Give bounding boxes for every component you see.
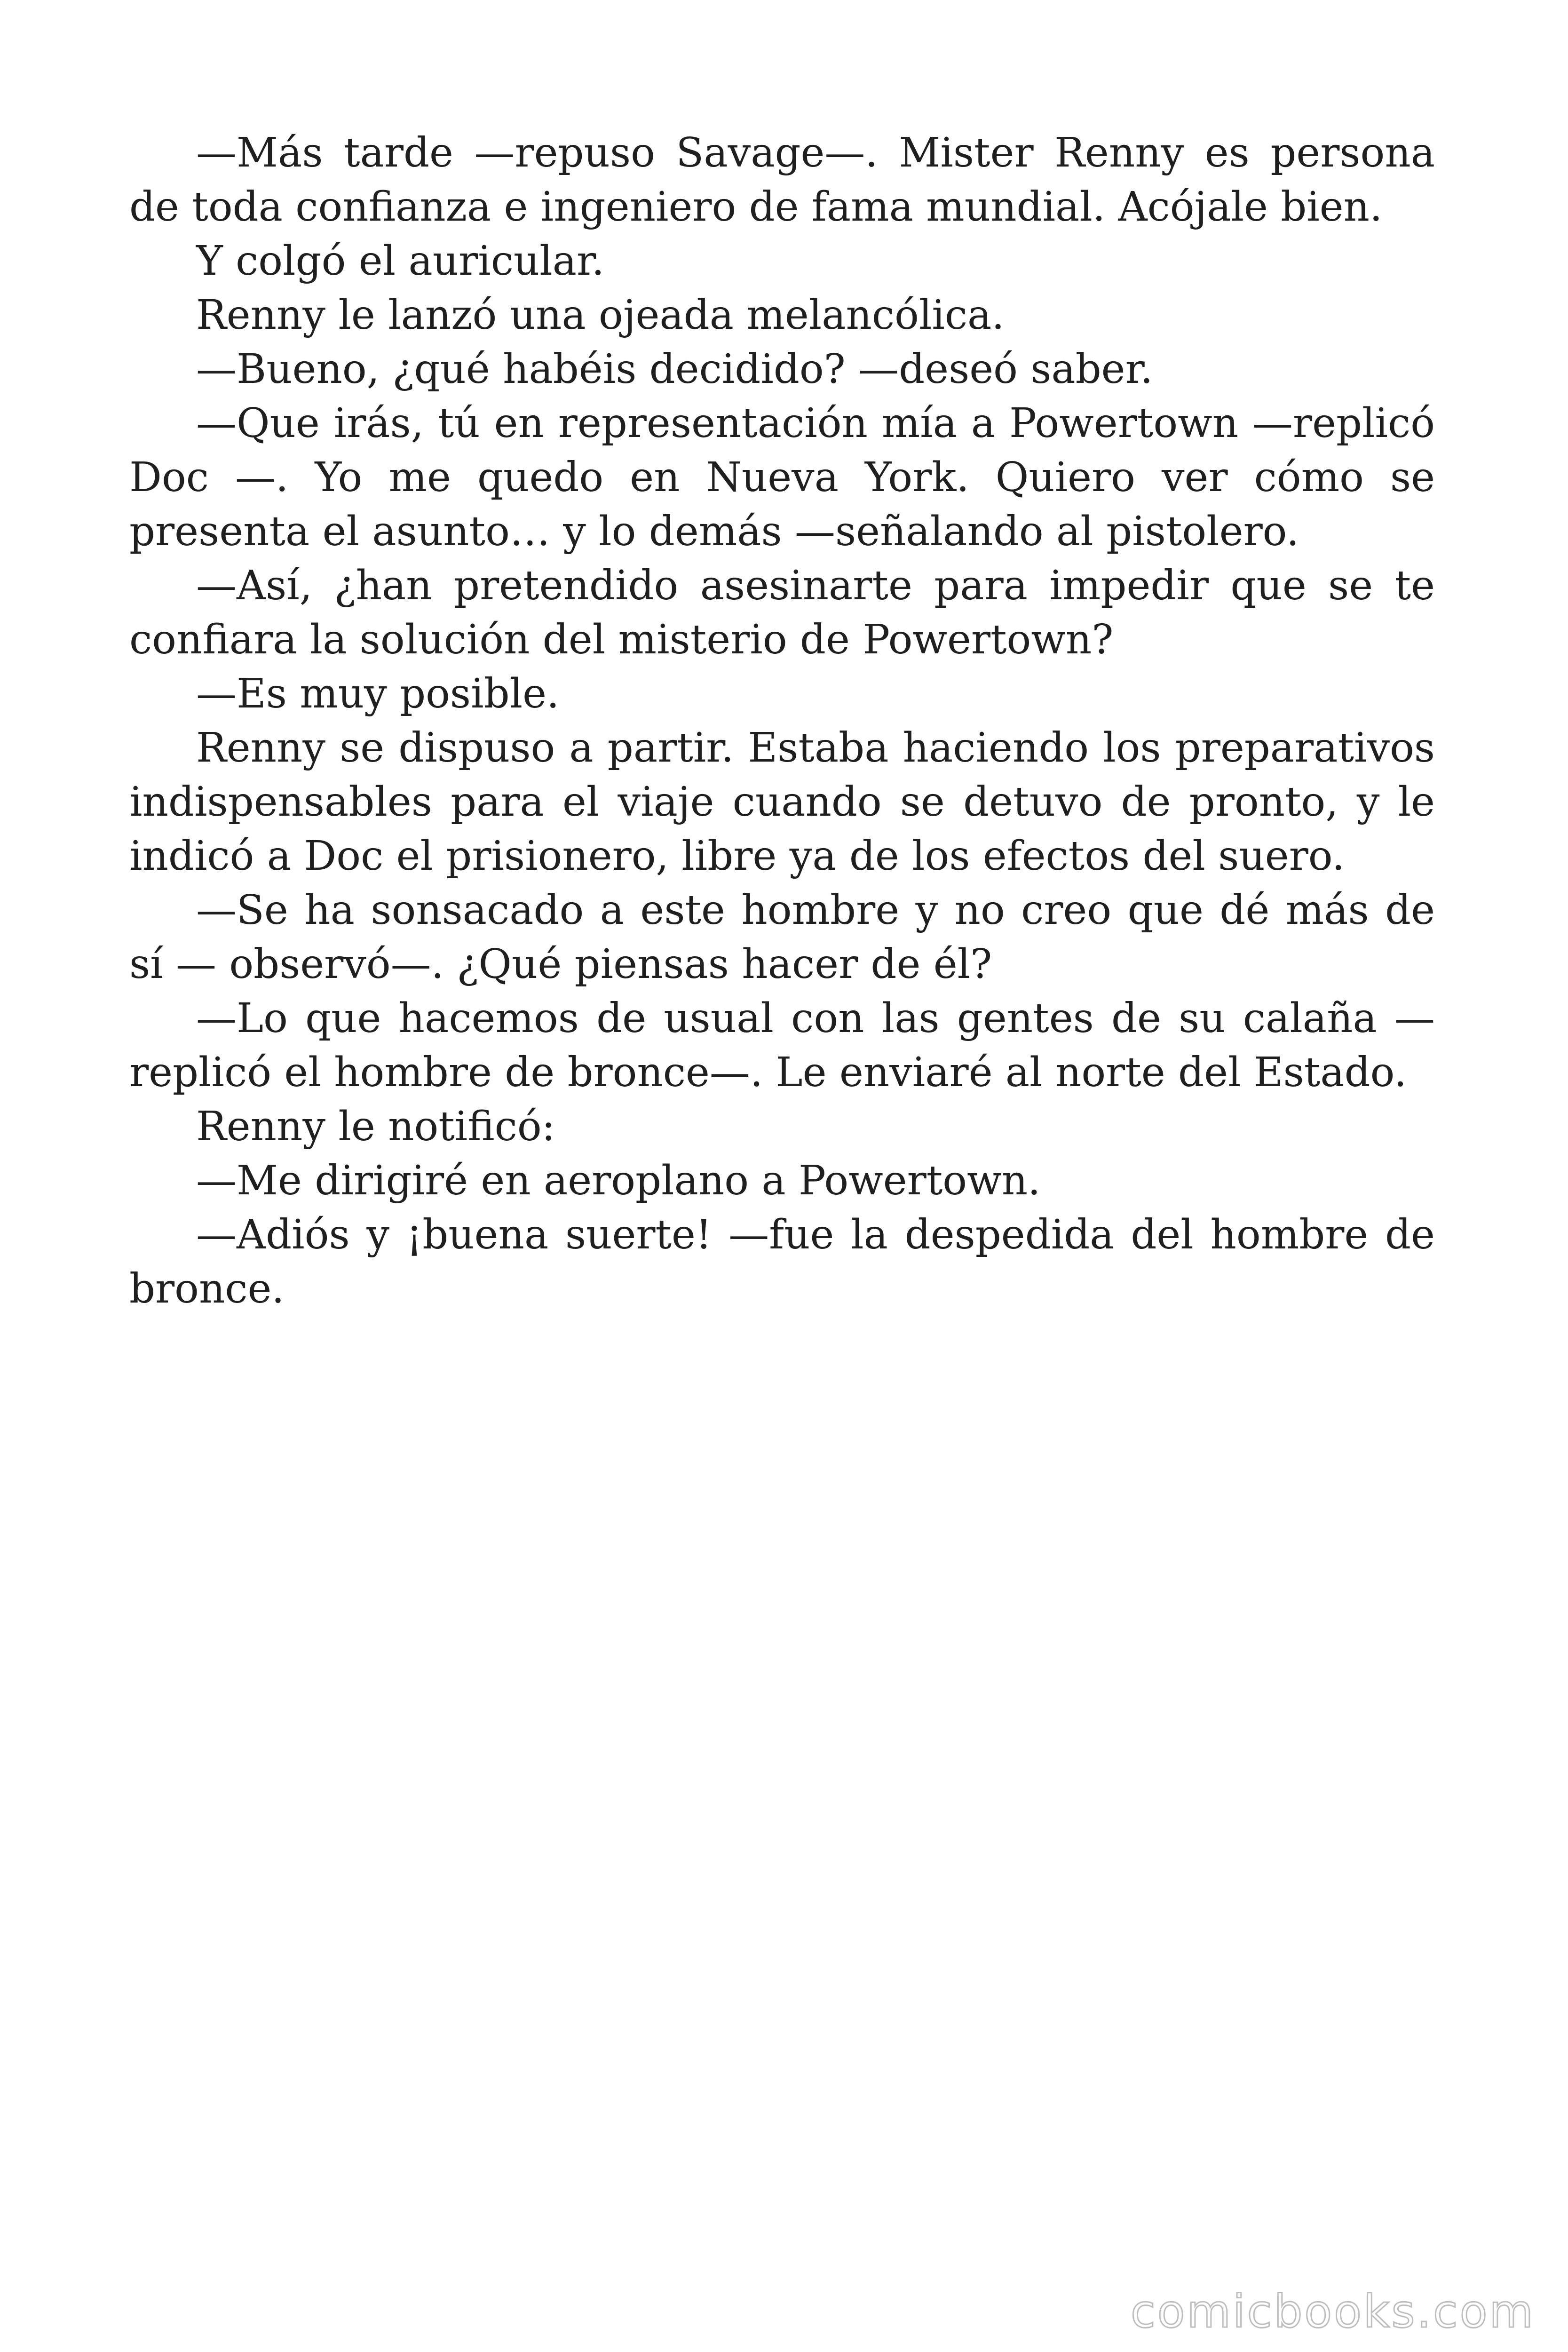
- paragraph: —Se ha sonsacado a este hombre y no creo que dé más de sí — observó—. ¿Qué piensas hacer de él?: [129, 887, 1435, 988]
- paragraph: Renny le lanzó una ojeada melancólica.: [196, 292, 1005, 339]
- paragraph: —Más tarde —repuso Savage—. Mister Renny es persona de toda confianza e ingeniero de fama mundial. Acójale bien.: [129, 129, 1435, 230]
- paragraph: Y colgó el auricular.: [196, 238, 605, 285]
- paragraph: —Me dirigiré en aeroplano a Powertown.: [196, 1157, 1041, 1204]
- paragraph: —Así, ¿han pretendido asesinarte para impedir que se te confiara la solución del misterio de Powertown?: [129, 562, 1435, 663]
- body-text: [129, 126, 1435, 1316]
- paragraph: Renny se dispuso a partir. Estaba haciendo los preparativos indispensables para el viaje cuando se detuvo de pronto, y le indicó a Doc el prisionero, libre ya de los efectos del suero.: [129, 724, 1435, 880]
- paragraph: —Bueno, ¿qué habéis decidido? —deseó saber.: [196, 346, 1153, 393]
- watermark: comicbooks.com: [1130, 2285, 1535, 2338]
- paragraph: —Adiós y ¡buena suerte! —fue la despedida del hombre de bronce.: [129, 1211, 1435, 1312]
- paragraph: —Que irás, tú en representación mía a Powertown —replicó Doc —. Yo me quedo en Nueva York. Quiero ver cómo se presenta el asunto… y lo demás —señalando al pistolero.: [129, 400, 1435, 555]
- paragraph: —Lo que hacemos de usual con las gentes de su calaña —replicó el hombre de bronce—. Le enviaré al norte del Estado.: [129, 995, 1435, 1096]
- paragraph: —Es muy posible.: [196, 670, 560, 717]
- paragraph: Renny le notificó:: [196, 1103, 555, 1150]
